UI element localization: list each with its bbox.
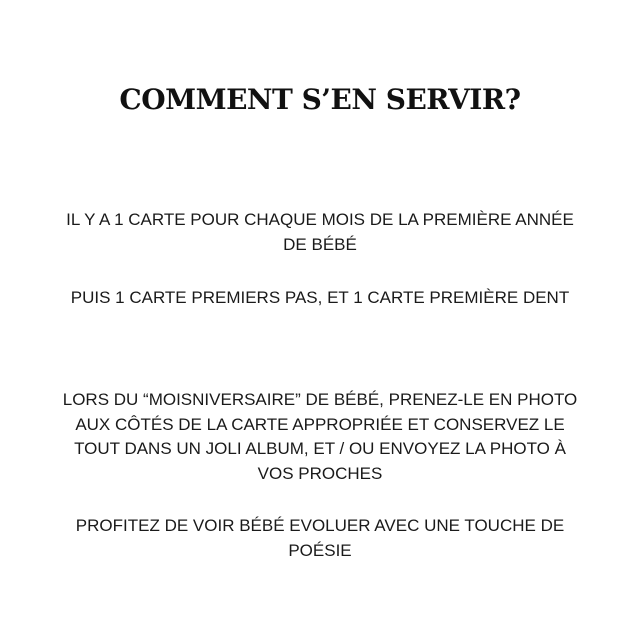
paragraph-enjoy: PROFITEZ DE VOIR BÉBÉ EVOLUER AVEC UNE TOUCHE DE POÉSIE bbox=[75, 516, 565, 560]
paragraph-extra-cards: PUIS 1 CARTE PREMIERS PAS, ET 1 CARTE PREMIÈRE DENT bbox=[70, 288, 570, 307]
page-title: COMMENT S’EN SERVIR? bbox=[119, 83, 521, 116]
paragraph-card-count: IL Y A 1 CARTE POUR CHAQUE MOIS DE LA PREMIÈRE ANNÉE DE BÉBÉ bbox=[66, 210, 574, 254]
paragraph-photo-instructions: LORS DU “MOISNIVERSAIRE” DE BÉBÉ, PRENEZ-LE EN PHOTO AUX CÔTÉS DE LA CARTE APPROPRIÉE ET CONSERVEZ LE TOUT DANS UN JOLI ALBUM, ET / OU ENVOYEZ LA PHOTO À VOS PROCHES bbox=[62, 390, 578, 483]
